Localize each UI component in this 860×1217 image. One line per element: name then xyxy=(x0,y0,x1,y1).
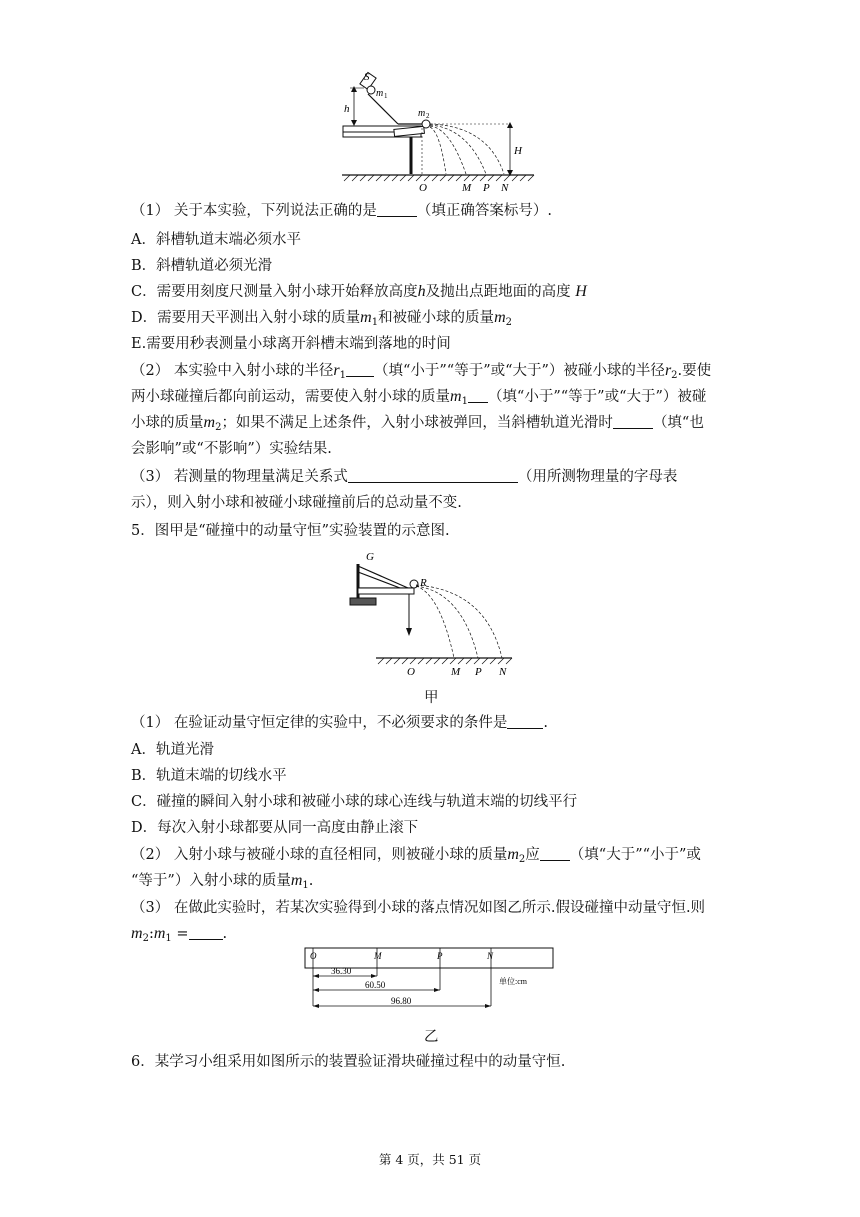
jia-label-o: O xyxy=(407,666,415,678)
q5-part1: （1） 在验证动量守恒定律的实验中，不必须要求的条件是 . xyxy=(131,715,548,731)
q4-part1: （1） 关于本实验，下列说法正确的是 （填正确答案标号）. xyxy=(131,203,552,219)
q5-option-a: A．轨道光滑 xyxy=(131,742,214,758)
jia-label-g: G xyxy=(366,551,374,563)
caption-jia: 甲 xyxy=(424,690,439,706)
ruler-label-m: M xyxy=(374,951,382,961)
dist-om: 36.30 xyxy=(331,966,352,976)
q4-p1-blank xyxy=(377,202,417,217)
q4-option-c: C．需要用刻度尺测量入射小球开始释放高度h及抛出点距地面的高度 H xyxy=(131,283,587,300)
page-footer: 第 4 页，共 51 页 xyxy=(378,1152,482,1167)
q4-option-a: A．斜槽轨道末端必须水平 xyxy=(131,232,301,248)
dist-op: 60.50 xyxy=(365,980,386,990)
ruler-unit: 单位:cm xyxy=(499,977,527,986)
fig1-label-m2: m xyxy=(418,108,426,119)
q6-title: 6．某学习小组采用如图所示的装置验证滑块碰撞过程中的动量守恒. xyxy=(131,1054,566,1070)
caption-yi: 乙 xyxy=(424,1029,439,1045)
dist-on: 96.80 xyxy=(391,996,412,1006)
q4-part2-line1: （2） 本实验中入射小球的半径$r_1$ （填“小于”“等于”或“大于”）被碰小球的半径$r_2$.要使 xyxy=(131,362,712,381)
jia-label-m: M xyxy=(451,666,461,678)
q5-part2-line2: “等于”）入射小球的质量$m_1$. xyxy=(131,872,314,891)
q4-part3-line1: （3） 若测量的物理量满足关系式 （用所测物理量的字母表 xyxy=(131,469,678,485)
q5-title: 5．图甲是“碰撞中的动量守恒”实验装置的示意图. xyxy=(131,523,450,539)
q4-option-d: D．需要用天平测出入射小球的质量$m_1$和被碰小球的质量$m_2$ xyxy=(131,309,512,328)
q5-part3-line2: $m_2:m_1$ = . xyxy=(131,925,228,944)
fig1-label-h: h xyxy=(344,103,350,115)
fig-yi-ruler xyxy=(303,946,559,1018)
q4-part3-line2: 示），则入射小球和被碰小球碰撞前后的总动量不变. xyxy=(131,495,462,511)
fig1-label-s: S xyxy=(364,71,370,83)
jia-label-r: R xyxy=(420,577,427,589)
fig1-label-m1-sub: 1 xyxy=(384,92,388,100)
jia-label-p: P xyxy=(475,666,482,678)
q5-option-c: C．碰撞的瞬间入射小球和被碰小球的球心连线与轨道末端的切线平行 xyxy=(131,794,578,810)
fig1-label-m1: m xyxy=(376,88,384,99)
fig-groove-apparatus xyxy=(338,70,548,194)
fig1-label-n: N xyxy=(501,182,509,194)
q4-part2-line4: 会影响”或“不影响”）实验结果. xyxy=(131,441,332,457)
q5-part2-line1: （2） 入射小球与被碰小球的直径相同，则被碰小球的质量$m_2$应 （填“大于”“小于”或 xyxy=(131,846,701,865)
fig1-label-m2-sub: 2 xyxy=(426,112,430,120)
fig1-label-p: P xyxy=(483,182,490,194)
q5-option-b: B．轨道末端的切线水平 xyxy=(131,768,287,784)
jia-label-n: N xyxy=(499,666,507,678)
fig1-label-m: M xyxy=(462,182,472,194)
q4-option-b: B．斜槽轨道必须光滑 xyxy=(131,258,273,274)
q5-part3-line1: （3） 在做此实验时，若某次实验得到小球的落点情况如图乙所示.假设碰撞中动量守恒.则 xyxy=(131,900,706,916)
q4-part2-line2: 两小球碰撞后都向前运动，需要使入射小球的质量$m_1$ （填“小于”“等于”或“大于”）被碰 xyxy=(131,388,707,407)
q4-option-e: E.需要用秒表测量小球离开斜槽末端到落地的时间 xyxy=(131,336,451,352)
fig1-label-H: H xyxy=(514,145,522,157)
ruler-label-n: N xyxy=(487,951,494,961)
ruler-label-o: O xyxy=(310,951,317,961)
ruler-label-p: P xyxy=(437,951,443,961)
fig1-label-o: O xyxy=(419,182,427,194)
q5-option-d: D．每次入射小球都要从同一高度由静止滚下 xyxy=(131,820,419,836)
fig-jia-apparatus xyxy=(344,548,516,678)
q4-part2-line3: 小球的质量$m_2$；如果不满足上述条件，入射小球被弹回，当斜槽轨道光滑时 （填“也 xyxy=(131,414,704,433)
